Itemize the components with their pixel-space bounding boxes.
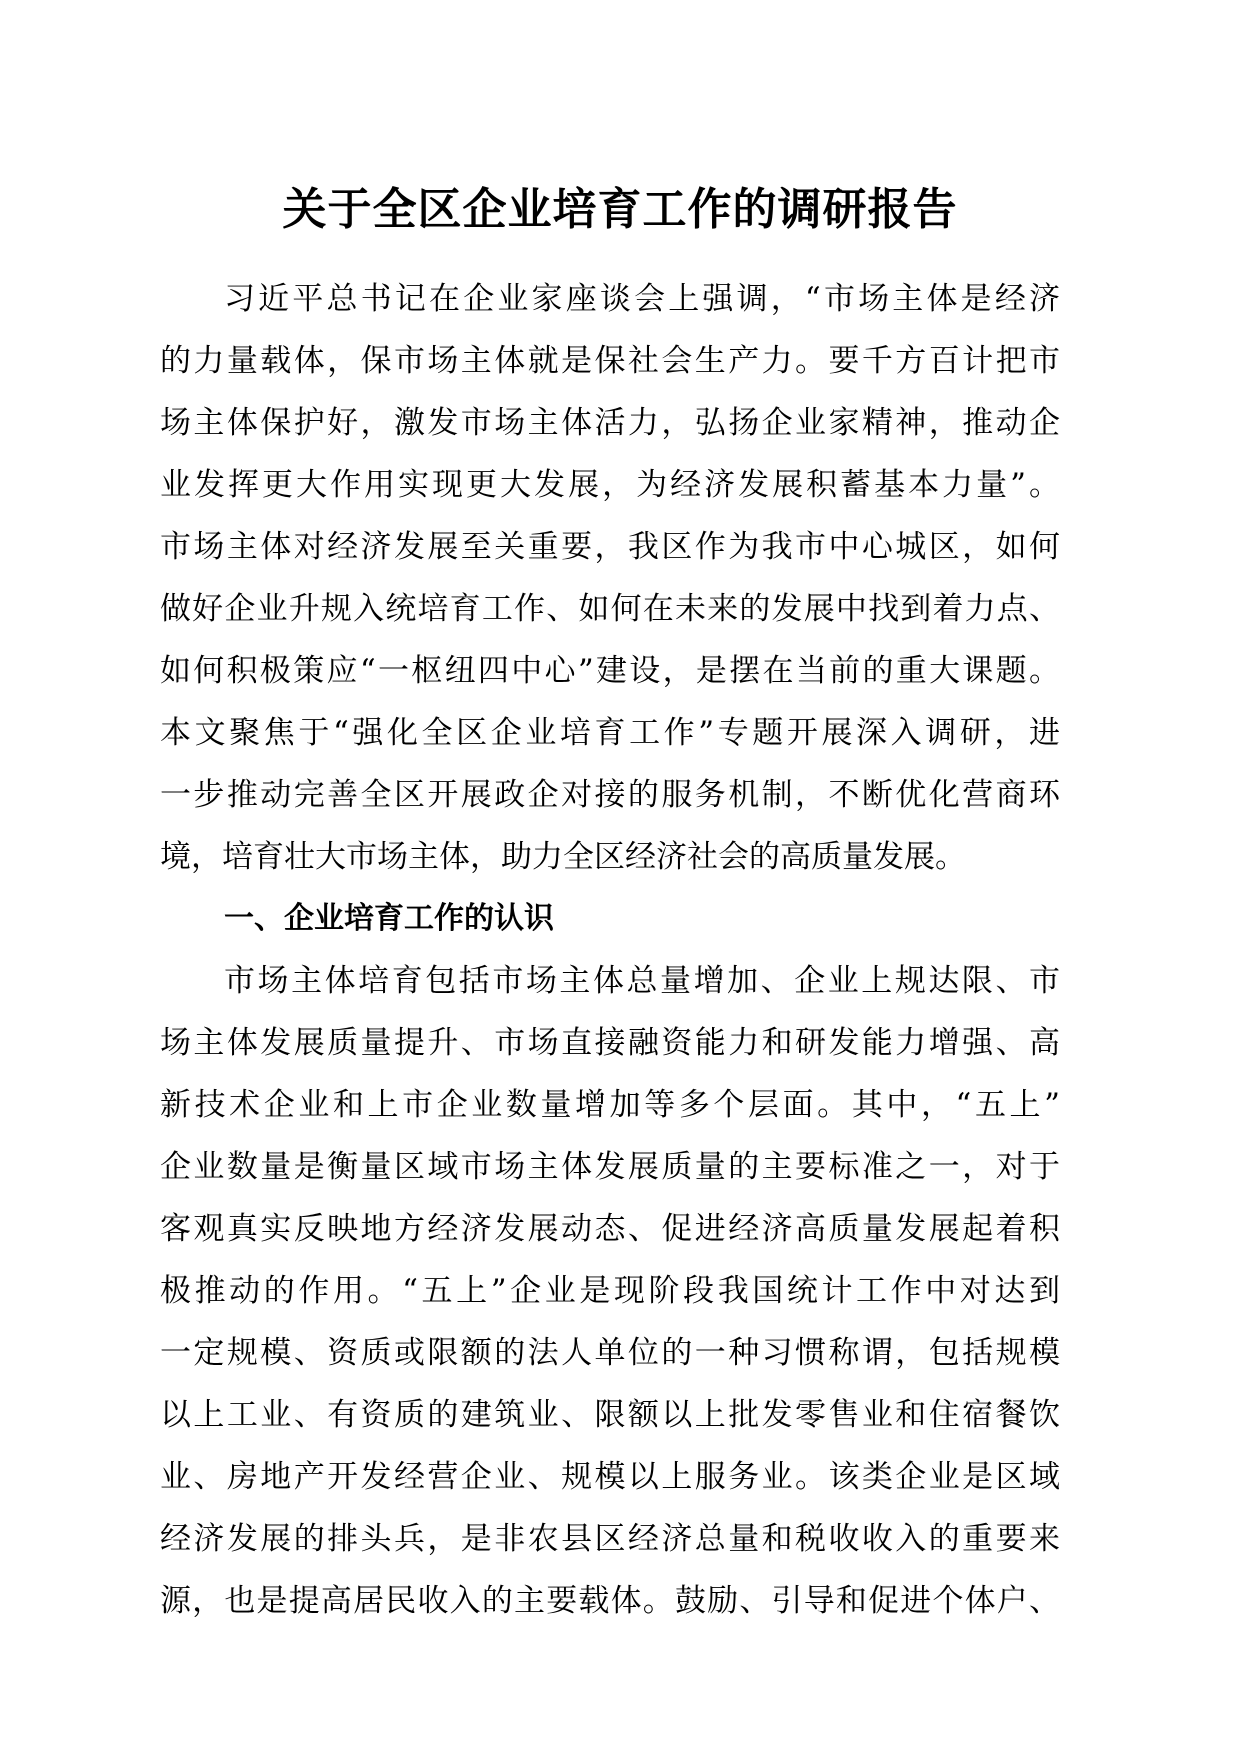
paragraph-line: 业、房地产开发经营企业、规模以上服务业。该类企业是区域 xyxy=(160,1459,1060,1495)
paragraph-line: 一步推动完善全区开展政企对接的服务机制，不断优化营商环 xyxy=(160,777,1060,813)
paragraph-line: 场主体发展质量提升、市场直接融资能力和研发能力增强、高 xyxy=(160,1025,1060,1061)
document-title: 关于全区企业培育工作的调研报告 xyxy=(282,184,958,235)
paragraph-line: 新技术企业和上市企业数量增加等多个层面。其中，“五上” xyxy=(160,1087,1060,1123)
paragraph-line: 经济发展的排头兵，是非农县区经济总量和税收收入的重要来 xyxy=(160,1521,1060,1557)
paragraph-line: 源，也是提高居民收入的主要载体。鼓励、引导和促进个体户、 xyxy=(160,1583,1060,1619)
paragraph-line: 客观真实反映地方经济发展动态、促进经济高质量发展起着积 xyxy=(160,1211,1060,1247)
paragraph-line: 市场主体对经济发展至关重要，我区作为我市中心城区，如何 xyxy=(160,529,1060,565)
paragraph-line: 场主体保护好，激发市场主体活力，弘扬企业家精神，推动企 xyxy=(160,405,1060,441)
paragraph-line: 本文聚焦于“强化全区企业培育工作”专题开展深入调研，进 xyxy=(160,715,1060,751)
section-heading: 一、企业培育工作的认识 xyxy=(224,901,554,936)
paragraph-line: 业发挥更大作用实现更大发展，为经济发展积蓄基本力量”。 xyxy=(160,467,1060,503)
paragraph-line: 习近平总书记在企业家座谈会上强调，“市场主体是经济 xyxy=(224,281,1060,317)
paragraph-line: 的力量载体，保市场主体就是保社会生产力。要千方百计把市 xyxy=(160,343,1060,379)
paragraph-line: 以上工业、有资质的建筑业、限额以上批发零售业和住宿餐饮 xyxy=(160,1397,1060,1433)
paragraph-line: 一定规模、资质或限额的法人单位的一种习惯称谓，包括规模 xyxy=(160,1335,1060,1371)
paragraph-line: 做好企业升规入统培育工作、如何在未来的发展中找到着力点、 xyxy=(160,591,1060,627)
paragraph-line: 企业数量是衡量区域市场主体发展质量的主要标准之一，对于 xyxy=(160,1149,1060,1185)
paragraph-line: 如何积极策应“一枢纽四中心”建设，是摆在当前的重大课题。 xyxy=(160,653,1060,689)
document-body xyxy=(160,268,1060,1632)
paragraph-line: 极推动的作用。“五上”企业是现阶段我国统计工作中对达到 xyxy=(160,1273,1060,1309)
paragraph-line: 市场主体培育包括市场主体总量增加、企业上规达限、市 xyxy=(224,963,1060,999)
paragraph-line: 境，培育壮大市场主体，助力全区经济社会的高质量发展。 xyxy=(160,839,966,875)
